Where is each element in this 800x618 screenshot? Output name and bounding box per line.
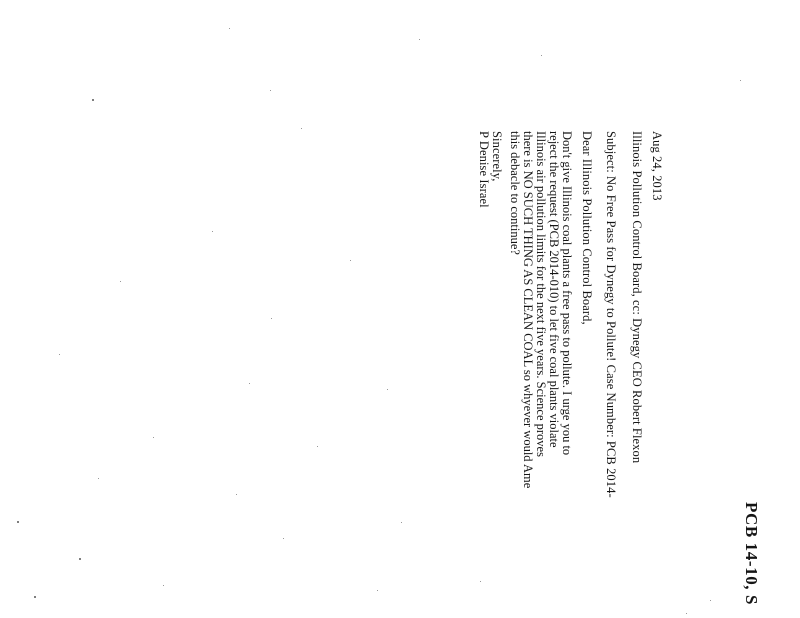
scan-speck [270,90,271,91]
scan-speck [120,281,121,282]
scan-speck [34,596,36,598]
scan-speck [153,437,154,438]
scan-speck [98,478,99,479]
letter-body-line: Illinois air pollution limits for the next five years. Science proves [534,131,548,457]
letter-signature: P Denise Israel [477,131,491,208]
scan-speck [229,28,230,29]
letter-subject: Subject: No Free Pass for Dynegy to Pollute! Case Number: PCB 2014- [604,131,618,498]
letter-closing: Sincerely, [490,131,504,182]
scan-speck [212,231,213,232]
scan-speck [271,318,272,319]
scan-speck [163,585,164,586]
letter-recipient: Illinois Pollution Control Board, cc: Dynegy CEO Robert Flexon [630,131,644,464]
scan-speck [480,581,481,582]
scan-speck [249,383,250,384]
scan-speck [377,590,378,591]
scan-speck [17,521,19,523]
scan-speck [401,522,402,523]
scan-speck [350,260,351,261]
letter-greeting: Dear Illinois Pollution Control Board, [580,131,594,325]
scan-speck [686,613,687,614]
scan-speck [317,446,318,447]
scan-speck [236,494,237,495]
scan-speck [710,600,711,601]
letter-body-line: this debacle to continue? [508,131,522,255]
letter-body-line: there is NO SUCH THING AS CLEAN COAL so whyever would Ame [521,131,535,489]
letter-date: Aug 24, 2013 [650,131,664,201]
scan-speck [541,55,542,56]
letter-body-line: Don't give Illinois coal plants a free pass to pollute. I urge you to [560,131,574,456]
scan-speck [59,354,60,355]
scan-speck [92,99,94,101]
scan-speck [419,39,420,40]
scan-speck [301,128,302,129]
scan-speck [387,389,388,390]
scan-speck [79,558,81,560]
letter-body [508,131,573,601]
scan-speck [283,538,284,539]
letter-body-line: reject the request (PCB 2014-010) to let five coal plants violate [547,131,561,448]
scan-speck [740,80,741,81]
case-number-stamp: PCB 14-10, S [742,502,761,606]
